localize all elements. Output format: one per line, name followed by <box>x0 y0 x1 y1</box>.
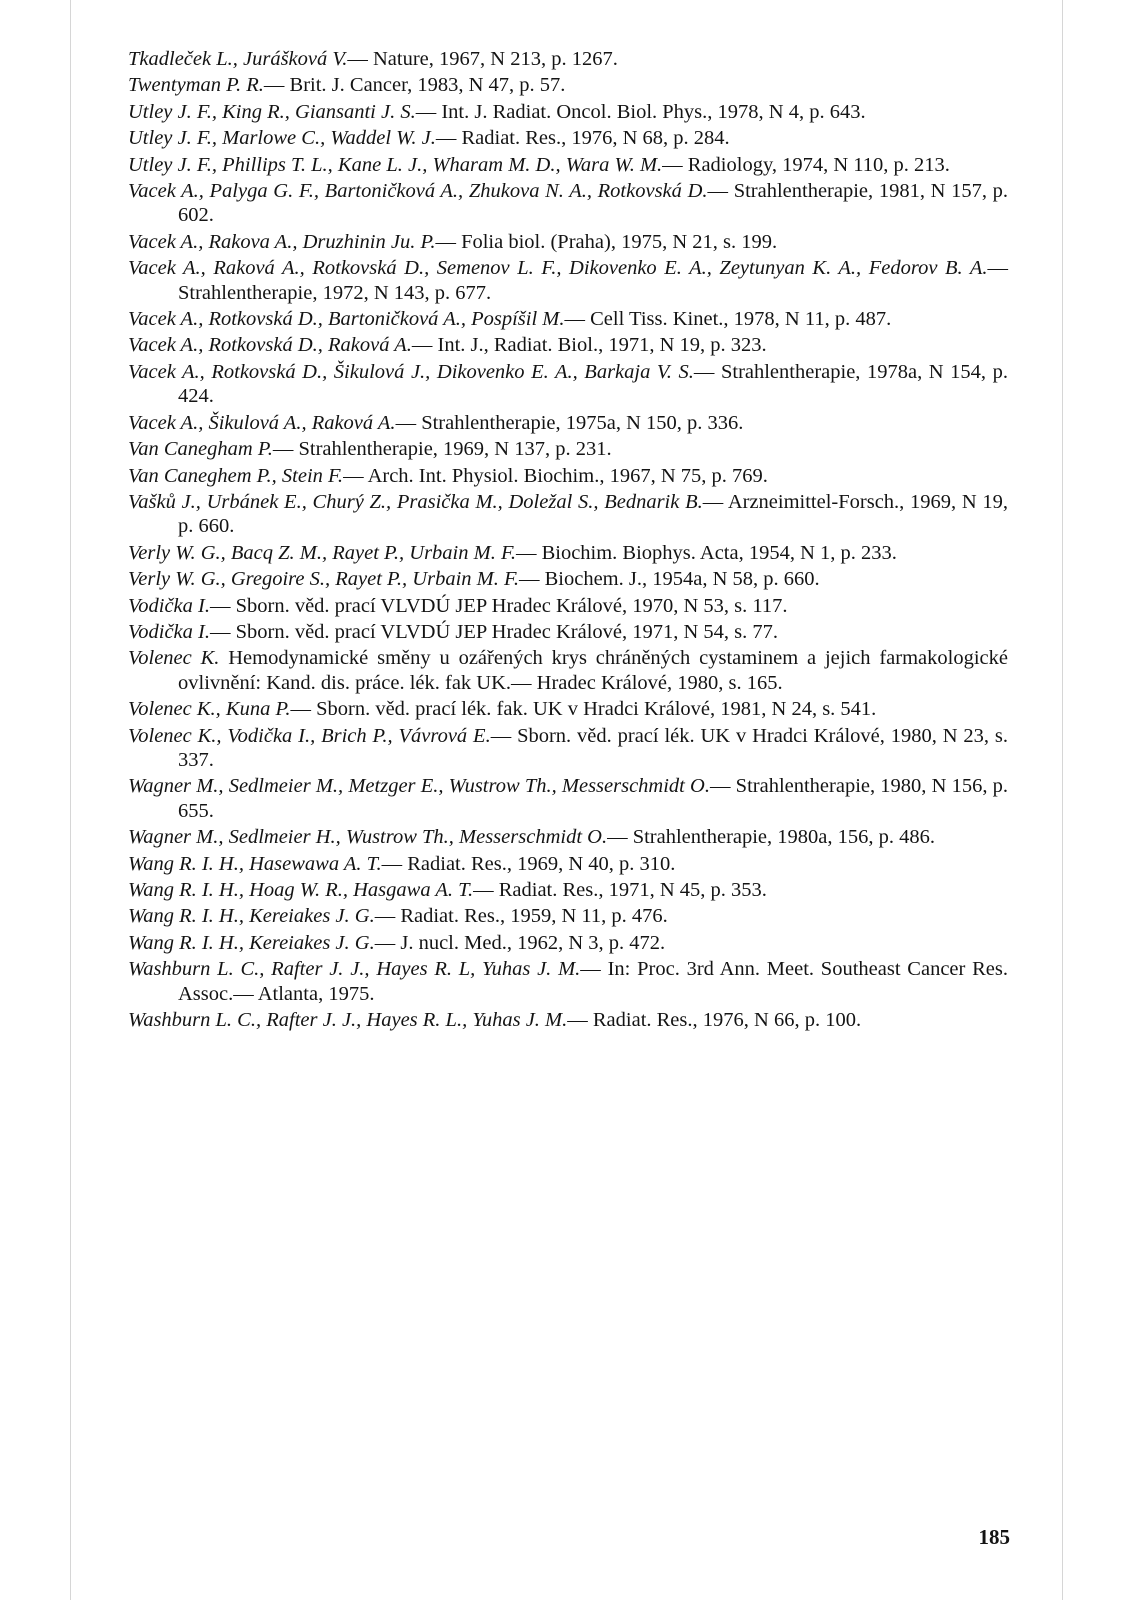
reference-dash: — <box>580 958 608 981</box>
reference-entry <box>128 852 1008 876</box>
reference-dash: — <box>395 411 422 434</box>
reference-entry <box>128 307 1008 331</box>
reference-source: Strahlentherapie, 1969, N 137, p. 231. <box>298 438 612 461</box>
reference-dash: — <box>707 180 734 203</box>
reference-entry <box>128 825 1008 849</box>
reference-authors: Wang R. I. H., Hoag W. R., Hasgawa A. T. <box>128 879 474 901</box>
reference-entry <box>128 878 1008 902</box>
reference-dash: — <box>381 852 408 875</box>
reference-dash: — <box>374 931 401 954</box>
reference-authors: Tkadleček L., Jurášková V. <box>128 48 348 70</box>
reference-dash: — <box>564 308 591 331</box>
reference-authors: Verly W. G., Gregoire S., Rayet P., Urbain M. F. <box>128 568 519 591</box>
reference-authors: Wang R. I. H., Kereiakes J. G. <box>128 931 375 954</box>
reference-dash: — <box>290 698 317 721</box>
reference-dash: — <box>490 724 518 747</box>
reference-authors: Vacek A., Šikulová A., Raková A. <box>128 411 396 434</box>
reference-authors: Vacek A., Rakova A., Druzhinin Ju. P. <box>128 230 436 253</box>
reference-entry <box>128 1008 1008 1032</box>
reference-authors: Vacek A., Raková A., Rotkovská D., Semenov L. F., Dikovenko E. A., Zeytunyan K. A., Fedorov B. A. <box>128 257 988 280</box>
reference-entry <box>128 437 1008 461</box>
reference-authors: Utley J. F., Phillips T. L., Kane L. J., Wharam M. D., Wara W. M. <box>128 153 663 176</box>
reference-list <box>128 47 1008 1034</box>
reference-authors: Twentyman P. R. <box>128 74 264 97</box>
reference-dash: — <box>518 568 545 591</box>
reference-entry <box>128 957 1008 1006</box>
reference-source: Biochem. J., 1954a, N 58, p. 660. <box>544 568 820 591</box>
reference-dash: — <box>702 490 728 513</box>
reference-entry <box>128 179 1008 228</box>
reference-authors: Vašků J., Urbánek E., Churý Z., Prasička M., Doležal S., Bednarik B. <box>128 490 703 513</box>
reference-entry <box>128 360 1008 409</box>
reference-authors: Wang R. I. H., Hasewawa A. T. <box>128 852 382 875</box>
reference-authors: Vodička I. <box>128 620 210 643</box>
reference-source: Sborn. věd. prací VLVDÚ JEP Hradec Králové, 1970, N 53, s. 117. <box>235 594 788 617</box>
reference-entry <box>128 464 1008 488</box>
page-edge-right <box>1062 0 1063 1600</box>
reference-source: Strahlentherapie, 1980a, 156, p. 486. <box>632 826 936 849</box>
reference-dash: — <box>415 100 442 123</box>
reference-source: Radiat. Res., 1969, N 40, p. 310. <box>407 852 676 875</box>
reference-source: Sborn. věd. prací VLVDÚ JEP Hradec Králové, 1971, N 54, s. 77. <box>235 620 779 643</box>
reference-dash: — <box>473 879 499 901</box>
reference-source: Sborn. věd. prací lék. UK v Hradci Králové, 1980, N 23, s. 337. <box>178 724 1009 771</box>
reference-entry <box>128 230 1008 254</box>
page-number: 185 <box>978 1525 1010 1549</box>
reference-dash: — <box>515 541 542 564</box>
reference-source: Nature, 1967, N 213, p. 1267. <box>373 48 618 70</box>
reference-source: Cell Tiss. Kinet., 1978, N 11, p. 487. <box>590 308 892 331</box>
reference-source: Int. J. Radiat. Oncol. Biol. Phys., 1978, N 4, p. 643. <box>441 100 866 123</box>
reference-authors: Utley J. F., Marlowe C., Waddel W. J. <box>128 127 436 150</box>
reference-dash: — <box>209 594 236 617</box>
reference-entry <box>128 411 1008 435</box>
reference-entry <box>128 256 1008 305</box>
reference-entry <box>128 100 1008 124</box>
reference-dash: — <box>693 360 721 383</box>
reference-source: Hemodynamické směny u ozářených krys chráněných cystaminem a jejich farmakologické ovlivnění: Kand. dis. práce. lék. fak UK.— Hradec Králové, 1980, s. 165. <box>178 647 1008 694</box>
reference-authors: Vacek A., Palyga G. F., Bartoničková A., Zhukova N. A., Rotkovská D. <box>128 180 708 203</box>
reference-authors: Wagner M., Sedlmeier M., Metzger E., Wustrow Th., Messerschmidt O. <box>128 775 710 798</box>
reference-entry <box>128 620 1008 644</box>
reference-dash: — <box>263 74 290 97</box>
reference-source: Radiat. Res., 1976, N 68, p. 284. <box>461 127 730 150</box>
reference-entry <box>128 490 1008 539</box>
reference-entry <box>128 126 1008 150</box>
reference-entry <box>128 724 1008 773</box>
reference-entry <box>128 47 1008 71</box>
reference-dash: — <box>209 620 236 643</box>
reference-dash: — <box>709 775 736 798</box>
reference-dash: — <box>567 1009 593 1032</box>
reference-dash: — <box>987 257 1008 280</box>
reference-source: Strahlentherapie, 1978a, N 154, p. 424. <box>178 360 1009 408</box>
reference-source: Radiat. Res., 1959, N 11, p. 476. <box>400 905 668 928</box>
reference-source: Strahlentherapie, 1972, N 143, p. 677. <box>178 281 492 304</box>
reference-source: Brit. J. Cancer, 1983, N 47, p. 57. <box>289 74 566 97</box>
reference-authors: Wagner M., Sedlmeier H., Wustrow Th., Messerschmidt O. <box>128 826 608 849</box>
reference-authors: Washburn L. C., Rafter J. J., Hayes R. L, Yuhas J. M. <box>128 958 581 981</box>
reference-entry <box>128 567 1008 591</box>
reference-source: Strahlentherapie, 1981, N 157, p. 602. <box>178 180 1009 227</box>
reference-entry <box>128 931 1008 955</box>
reference-authors: Volenec K. <box>128 647 220 670</box>
reference-source: Strahlentherapie, 1975a, N 150, p. 336. <box>421 411 744 434</box>
reference-authors: Utley J. F., King R., Giansanti J. S. <box>128 100 416 123</box>
reference-dash: — <box>411 334 438 357</box>
reference-authors: Verly W. G., Bacq Z. M., Rayet P., Urbain M. F. <box>128 541 516 564</box>
reference-authors: Vacek A., Rotkovská D., Bartoničková A., Pospíšil M. <box>128 308 565 331</box>
reference-source: In: Proc. 3rd Ann. Meet. Southeast Cancer Res. Assoc.— Atlanta, 1975. <box>178 958 1009 1005</box>
reference-source: Arch. Int. Physiol. Biochim., 1967, N 75, p. 769. <box>367 464 768 487</box>
reference-dash: — <box>435 127 462 150</box>
reference-dash: — <box>435 230 462 253</box>
reference-entry <box>128 153 1008 177</box>
reference-authors: Vacek A., Rotkovská D., Raková A. <box>128 334 412 357</box>
reference-source: Strahlentherapie, 1980, N 156, p. 655. <box>178 775 1009 822</box>
reference-authors: Van Caneghem P., Stein F. <box>128 464 344 487</box>
reference-dash: — <box>374 905 401 928</box>
reference-source: Int. J., Radiat. Biol., 1971, N 19, p. 323. <box>437 334 767 357</box>
reference-source: Arzneimittel-Forsch., 1969, N 19, p. 660. <box>178 490 1008 538</box>
page-edge-left <box>70 0 71 1600</box>
reference-dash: — <box>607 826 633 849</box>
reference-dash: — <box>272 438 299 461</box>
reference-source: J. nucl. Med., 1962, N 3, p. 472. <box>400 931 666 954</box>
reference-entry <box>128 333 1008 357</box>
reference-source: Biochim. Biophys. Acta, 1954, N 1, p. 233. <box>541 541 897 564</box>
reference-authors: Washburn L. C., Rafter J. J., Hayes R. L., Yuhas J. M. <box>128 1009 568 1032</box>
reference-authors: Vodička I. <box>128 594 210 617</box>
reference-dash: — <box>347 48 373 70</box>
reference-source: Radiology, 1974, N 110, p. 213. <box>687 153 950 176</box>
reference-entry <box>128 697 1008 721</box>
reference-authors: Van Canegham P. <box>128 438 273 461</box>
reference-dash: — <box>343 464 368 487</box>
reference-source: Radiat. Res., 1976, N 66, p. 100. <box>592 1009 862 1032</box>
reference-dash: — <box>662 153 688 176</box>
reference-source: Radiat. Res., 1971, N 45, p. 353. <box>498 879 767 901</box>
reference-entry <box>128 774 1008 823</box>
reference-authors: Volenec K., Kuna P. <box>128 698 291 721</box>
reference-entry <box>128 594 1008 618</box>
reference-entry <box>128 904 1008 928</box>
reference-source: Folia biol. (Praha), 1975, N 21, s. 199. <box>461 230 778 253</box>
reference-authors: Wang R. I. H., Kereiakes J. G. <box>128 905 375 928</box>
reference-entry <box>128 646 1008 695</box>
reference-authors: Vacek A., Rotkovská D., Šikulová J., Dikovenko E. A., Barkaja V. S. <box>128 360 694 383</box>
reference-authors: Volenec K., Vodička I., Brich P., Vávrová E. <box>128 724 491 747</box>
reference-source: Sborn. věd. prací lék. fak. UK v Hradci Králové, 1981, N 24, s. 541. <box>316 698 877 721</box>
reference-entry <box>128 73 1008 97</box>
reference-entry <box>128 541 1008 565</box>
